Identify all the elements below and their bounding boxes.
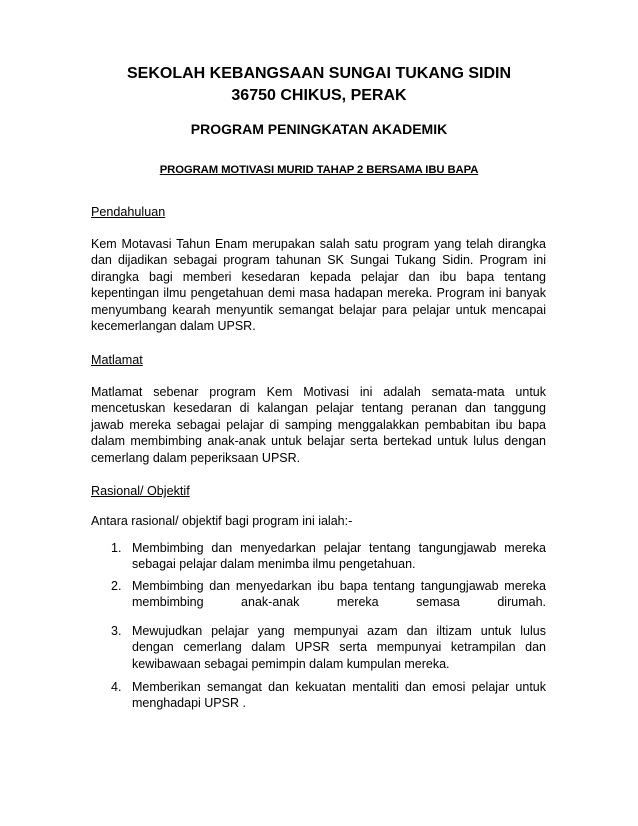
list-item-number: 4.	[111, 680, 122, 694]
list-item-text: Mewujudkan pelajar yang mempunyai azam dan iltizam untuk lulus dengan cemerlang dalam UPSR serta mempunyai ketrampilan dan kewibawaan sebagai pemimpin dalam kumpulan mereka.	[132, 624, 546, 671]
program-subtitle: PROGRAM MOTIVASI MURID TAHAP 2 BERSAMA IBU BAPA	[159, 164, 479, 176]
list-item-number: 1.	[111, 541, 122, 555]
program-title: PROGRAM PENINGKATAN AKADEMIK	[190, 121, 448, 137]
paragraph-matlamat: Matlamat sebenar program Kem Motivasi ini adalah semata-mata untuk mencetuskan kesedaran di kalangan pelajar tentang peranan dan tanggung jawab mereka sebagai pelajar di samping menggalakkan pembabitan ibu bapa dalam membimbing anak-anak untuk belajar serta bertekad untuk lulus dengan cemerlang dalam peperiksaan UPSR.	[91, 385, 546, 465]
list-item-number: 3.	[111, 624, 122, 638]
rasional-lead: Antara rasional/ objektif bagi program ini ialah:-	[91, 514, 353, 528]
list-item-text: Membimbing dan menyedarkan pelajar tentang tangungjawab mereka sebagai pelajar dalam menimba ilmu pengetahuan.	[132, 541, 546, 572]
school-address: 36750 CHIKUS, PERAK	[231, 87, 407, 104]
list-item-text: Memberikan semangat dan kekuatan mentaliti dan emosi pelajar untuk menghadapi UPSR .	[132, 680, 546, 711]
section-title-rasional: Rasional/ Objektif	[91, 484, 190, 498]
list-item-number: 2.	[111, 579, 122, 593]
section-title-pendahuluan: Pendahuluan	[91, 205, 166, 219]
section-title-matlamat: Matlamat	[91, 353, 143, 367]
paragraph-pendahuluan: Kem Motavasi Tahun Enam merupakan salah satu program yang telah dirangka dan dijadikan sebagai program tahunan SK Sungai Tukang Sidin. Program ini dirangka bagi memberi kesedaran kepada pelajar dan ibu bapa tentang kepentingan ilmu pengetahuan demi masa hadapan mereka. Program ini banyak menyumbang kearah menyuntik semangat belajar para pelajar untuk mencapai kecemerlangan dalam UPSR.	[91, 237, 546, 334]
school-name: SEKOLAH KEBANGSAAN SUNGAI TUKANG SIDIN	[126, 65, 511, 82]
list-item-text: Membimbing dan menyedarkan ibu bapa tentang tangungjawab mereka membimbing anak-anak mereka semasa dirumah.	[132, 579, 546, 610]
